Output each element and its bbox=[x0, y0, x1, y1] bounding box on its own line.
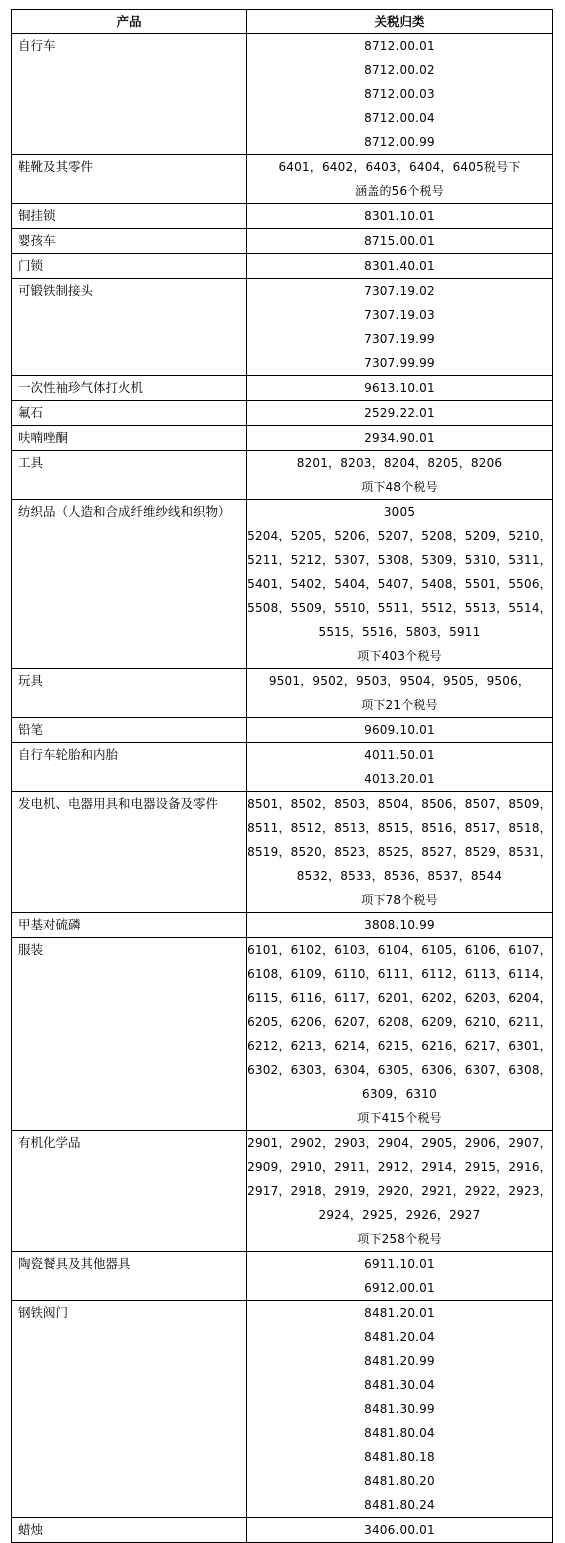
tariff-code: 8712.00.99 bbox=[364, 135, 435, 149]
tariff-code-cell bbox=[247, 1301, 553, 1518]
product-name: 自行车轮胎和内胎 bbox=[18, 747, 119, 762]
tariff-code: 8481.80.04 bbox=[364, 1426, 435, 1440]
tariff-code: 6401，6402，6403，6404，6405税号下 bbox=[278, 160, 521, 174]
table-row bbox=[12, 229, 553, 254]
product-name: 玩具 bbox=[18, 673, 44, 688]
table-row bbox=[12, 279, 553, 376]
product-cell bbox=[12, 254, 247, 279]
tariff-code-cell bbox=[247, 254, 553, 279]
product-cell bbox=[12, 1252, 247, 1301]
table-row bbox=[12, 376, 553, 401]
tariff-code: 8532，8533，8536，8537，8544 bbox=[296, 869, 503, 883]
product-cell bbox=[12, 279, 247, 376]
table-row bbox=[12, 155, 553, 204]
tariff-code: 2901，2902，2903，2904，2905，2906，2907， bbox=[247, 1136, 552, 1150]
header-row bbox=[12, 10, 553, 34]
tariff-code-cell bbox=[247, 451, 553, 500]
product-name: 一次性袖珍气体打火机 bbox=[18, 380, 144, 395]
tariff-code: 8481.20.99 bbox=[364, 1354, 435, 1368]
product-cell bbox=[12, 938, 247, 1131]
tariff-code: 6912.00.01 bbox=[364, 1281, 435, 1295]
tariff-code: 6911.10.01 bbox=[364, 1257, 435, 1271]
product-cell bbox=[12, 500, 247, 669]
tariff-code: 8481.20.04 bbox=[364, 1330, 435, 1344]
tariff-code: 6302，6303，6304，6305，6306，6307，6308， bbox=[247, 1063, 552, 1077]
tariff-code-cell bbox=[247, 155, 553, 204]
product-cell bbox=[12, 669, 247, 718]
tariff-code: 8481.80.20 bbox=[364, 1474, 435, 1488]
tariff-code: 4013.20.01 bbox=[364, 772, 435, 786]
table-row bbox=[12, 718, 553, 743]
tariff-code-cell bbox=[247, 34, 553, 155]
tariff-code-cell bbox=[247, 376, 553, 401]
tariff-code: 2924，2925，2926，2927 bbox=[318, 1208, 481, 1222]
tariff-code: 8301.40.01 bbox=[364, 259, 435, 273]
tariff-code: 5508，5509，5510，5511，5512，5513，5514， bbox=[247, 601, 552, 615]
tariff-code: 9613.10.01 bbox=[364, 381, 435, 395]
product-cell bbox=[12, 376, 247, 401]
tariff-code: 8519，8520，8523，8525，8527，8529，8531， bbox=[247, 845, 552, 859]
product-name: 陶瓷餐具及其他器具 bbox=[18, 1256, 131, 1271]
tariff-code-cell bbox=[247, 204, 553, 229]
tariff-code: 5401，5402，5404，5407，5408，5501，5506， bbox=[247, 577, 552, 591]
table-row bbox=[12, 1131, 553, 1252]
product-cell bbox=[12, 1518, 247, 1543]
tariff-code: 5211，5212，5307，5308，5309，5310，5311， bbox=[247, 553, 552, 567]
tariff-code: 2917，2918，2919，2920，2921，2922，2923， bbox=[247, 1184, 552, 1198]
tariff-code: 7307.19.03 bbox=[364, 308, 435, 322]
product-cell bbox=[12, 743, 247, 792]
tariff-code: 9501，9502，9503，9504，9505，9506， bbox=[268, 674, 531, 688]
tariff-code: 6101，6102，6103，6104，6105，6106，6107， bbox=[247, 943, 552, 957]
tariff-code: 5204，5205，5206，5207，5208，5209，5210， bbox=[247, 529, 552, 543]
tariff-code: 8481.80.18 bbox=[364, 1450, 435, 1464]
product-cell bbox=[12, 34, 247, 155]
product-cell bbox=[12, 155, 247, 204]
tariff-code: 6205，6206，6207，6208，6209，6210，6211， bbox=[247, 1015, 552, 1029]
tariff-code: 3005 bbox=[383, 505, 416, 519]
tariff-code-cell bbox=[247, 669, 553, 718]
tariff-code-cell bbox=[247, 718, 553, 743]
tariff-code-cell bbox=[247, 1131, 553, 1252]
tariff-code: 项下78个税号 bbox=[361, 893, 438, 907]
tariff-code-cell bbox=[247, 792, 553, 913]
product-name: 自行车 bbox=[18, 38, 56, 53]
table-row bbox=[12, 451, 553, 500]
tariff-code-cell bbox=[247, 913, 553, 938]
tariff-code: 2909，2910，2911，2912，2914，2915，2916， bbox=[247, 1160, 552, 1174]
product-name: 工具 bbox=[18, 455, 44, 470]
tariff-code-cell bbox=[247, 229, 553, 254]
product-cell bbox=[12, 1301, 247, 1518]
product-cell bbox=[12, 426, 247, 451]
table-row bbox=[12, 401, 553, 426]
tariff-code-cell bbox=[247, 500, 553, 669]
tariff-code: 8511，8512，8513，8515，8516，8517，8518， bbox=[247, 821, 552, 835]
product-name: 甲基对硫磷 bbox=[18, 917, 81, 932]
tariff-code-cell bbox=[247, 401, 553, 426]
product-name: 钢铁阀门 bbox=[18, 1305, 69, 1320]
product-name: 纺织品（人造和合成纤维纱线和织物） bbox=[18, 504, 231, 519]
tariff-code: 涵盖的56个税号 bbox=[355, 184, 444, 198]
tariff-code: 8715.00.01 bbox=[364, 234, 435, 248]
tariff-code: 7307.19.02 bbox=[364, 284, 435, 298]
header-tariff: 关税归类 bbox=[247, 10, 553, 34]
tariff-code-cell bbox=[247, 279, 553, 376]
tariff-code: 8481.20.01 bbox=[364, 1306, 435, 1320]
product-name: 婴孩车 bbox=[18, 233, 56, 248]
tariff-code-cell bbox=[247, 743, 553, 792]
product-name: 鞋靴及其零件 bbox=[18, 159, 94, 174]
tariff-code: 项下258个税号 bbox=[357, 1232, 442, 1246]
table-row bbox=[12, 204, 553, 229]
tariff-code: 6108，6109，6110，6111，6112，6113，6114， bbox=[247, 967, 552, 981]
table-row bbox=[12, 254, 553, 279]
tariff-code-cell bbox=[247, 1518, 553, 1543]
table-row bbox=[12, 1252, 553, 1301]
table-body bbox=[12, 34, 553, 1543]
table-row bbox=[12, 938, 553, 1131]
tariff-code: 8481.30.99 bbox=[364, 1402, 435, 1416]
product-cell bbox=[12, 718, 247, 743]
table-row bbox=[12, 913, 553, 938]
tariff-code: 8712.00.01 bbox=[364, 39, 435, 53]
tariff-code: 8712.00.03 bbox=[364, 87, 435, 101]
product-cell bbox=[12, 229, 247, 254]
table-row bbox=[12, 1518, 553, 1543]
product-name: 氟石 bbox=[18, 405, 44, 420]
table-row bbox=[12, 743, 553, 792]
header-product: 产品 bbox=[12, 10, 247, 34]
tariff-code: 2529.22.01 bbox=[364, 406, 435, 420]
product-cell bbox=[12, 451, 247, 500]
tariff-code: 4011.50.01 bbox=[364, 748, 435, 762]
tariff-code: 8201，8203，8204，8205，8206 bbox=[296, 456, 503, 470]
tariff-code: 8301.10.01 bbox=[364, 209, 435, 223]
tariff-code: 8501，8502，8503，8504，8506，8507，8509， bbox=[247, 797, 552, 811]
tariff-code: 项下415个税号 bbox=[357, 1111, 442, 1125]
tariff-code: 5515，5516，5803，5911 bbox=[318, 625, 481, 639]
product-name: 蜡烛 bbox=[18, 1522, 44, 1537]
product-cell bbox=[12, 913, 247, 938]
product-name: 门锁 bbox=[18, 258, 44, 273]
tariff-code-cell bbox=[247, 1252, 553, 1301]
tariff-code: 6212，6213，6214，6215，6216，6217，6301， bbox=[247, 1039, 552, 1053]
tariff-code: 8712.00.02 bbox=[364, 63, 435, 77]
tariff-code: 7307.19.99 bbox=[364, 332, 435, 346]
tariff-code: 3808.10.99 bbox=[364, 918, 435, 932]
product-cell bbox=[12, 204, 247, 229]
tariff-code-cell bbox=[247, 426, 553, 451]
product-name: 铜挂锁 bbox=[18, 208, 56, 223]
product-name: 服装 bbox=[18, 942, 44, 957]
tariff-classification-table bbox=[11, 9, 553, 1543]
tariff-code: 6309，6310 bbox=[362, 1087, 437, 1101]
product-cell bbox=[12, 401, 247, 426]
tariff-code: 2934.90.01 bbox=[364, 431, 435, 445]
table-row bbox=[12, 500, 553, 669]
product-name: 呋喃唑酮 bbox=[18, 430, 69, 445]
product-name: 发电机、电器用具和电器设备及零件 bbox=[18, 796, 219, 811]
tariff-code: 7307.99.99 bbox=[364, 356, 435, 370]
product-cell bbox=[12, 1131, 247, 1252]
tariff-code: 9609.10.01 bbox=[364, 723, 435, 737]
table-row bbox=[12, 669, 553, 718]
product-name: 铅笔 bbox=[18, 722, 44, 737]
tariff-code: 项下21个税号 bbox=[361, 698, 438, 712]
tariff-code: 6115，6116，6117，6201，6202，6203，6204， bbox=[247, 991, 552, 1005]
tariff-code: 项下48个税号 bbox=[361, 480, 438, 494]
tariff-code: 8712.00.04 bbox=[364, 111, 435, 125]
table-row bbox=[12, 426, 553, 451]
tariff-code-cell bbox=[247, 938, 553, 1131]
tariff-code: 项下403个税号 bbox=[357, 649, 442, 663]
table-row bbox=[12, 34, 553, 155]
tariff-code: 3406.00.01 bbox=[364, 1523, 435, 1537]
table-row bbox=[12, 1301, 553, 1518]
table-row bbox=[12, 792, 553, 913]
tariff-code: 8481.30.04 bbox=[364, 1378, 435, 1392]
tariff-code: 8481.80.24 bbox=[364, 1498, 435, 1512]
product-name: 可锻铁制接头 bbox=[18, 283, 94, 298]
product-cell bbox=[12, 792, 247, 913]
product-name: 有机化学品 bbox=[18, 1135, 81, 1150]
